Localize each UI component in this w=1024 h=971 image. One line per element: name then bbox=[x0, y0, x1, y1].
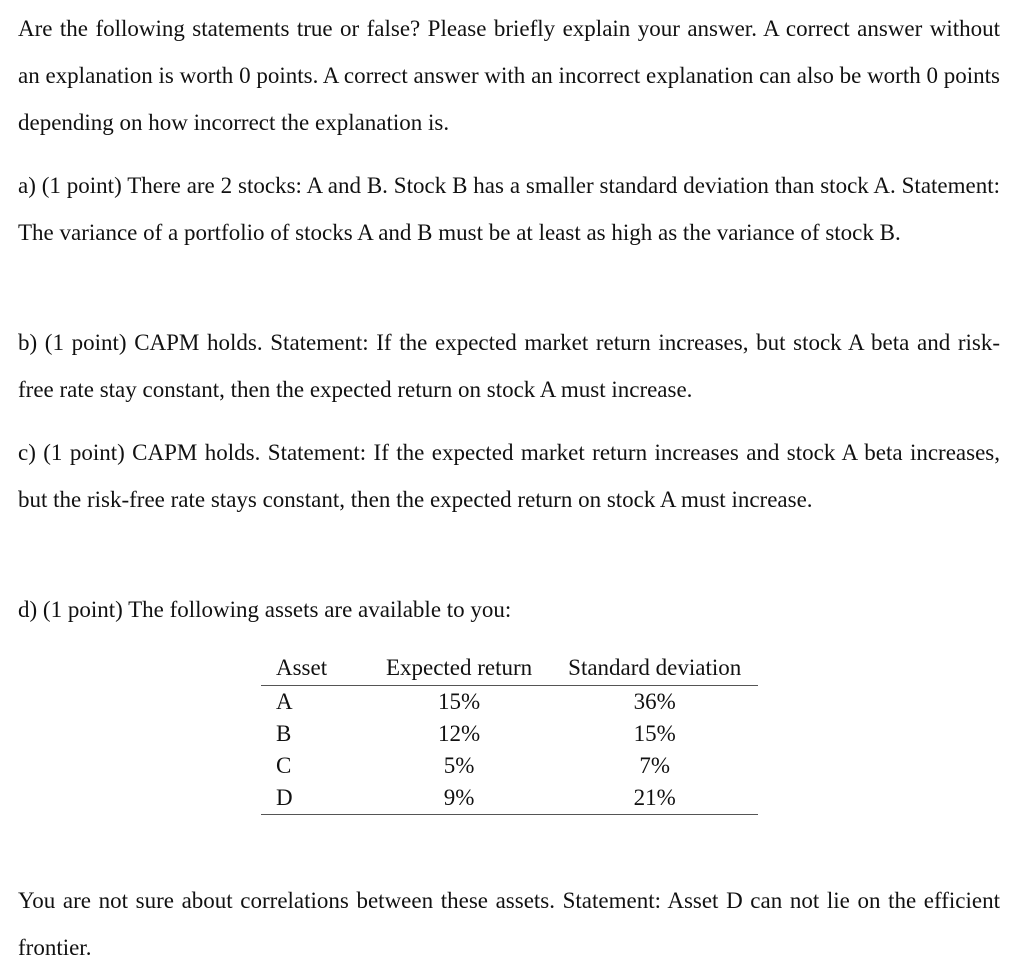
question-d: d) (1 point) The following assets are available to you: bbox=[18, 597, 512, 622]
header-asset: Asset bbox=[261, 652, 367, 686]
table-row bbox=[261, 686, 758, 719]
table-row bbox=[261, 750, 758, 782]
question-a: a) (1 point) There are 2 stocks: A and B. Stock B has a smaller standard deviation than stock A. Statement: The variance of a portfolio of stocks A and B must be at least as high as the variance of stock B. bbox=[18, 173, 1000, 245]
question-b: b) (1 point) CAPM holds. Statement: If the expected market return increases, but stock A beta and risk-free rate stay constant, then the expected return on stock A must increase. bbox=[18, 330, 1000, 402]
standard-deviation-value: 7% bbox=[639, 753, 671, 778]
asset-name: A bbox=[276, 689, 293, 714]
asset-name: B bbox=[276, 721, 292, 746]
standard-deviation-value: 36% bbox=[633, 689, 676, 714]
asset-name: C bbox=[276, 753, 292, 778]
instructions-paragraph: Are the following statements true or false? Please briefly explain your answer. A correct answer without an explanation is worth 0 points. A correct answer with an incorrect explanation can also be worth 0 points depending on how incorrect the explanation is. bbox=[18, 16, 1000, 135]
table-row bbox=[261, 718, 758, 750]
expected-return-value: 9% bbox=[367, 782, 552, 815]
expected-return-value: 15% bbox=[437, 689, 481, 714]
standard-deviation-value: 21% bbox=[551, 782, 758, 815]
table-row bbox=[261, 782, 758, 815]
header-expected-return: Expected return bbox=[367, 652, 552, 686]
assets-table-container bbox=[261, 652, 758, 815]
standard-deviation-value: 15% bbox=[633, 721, 676, 746]
header-standard-deviation: Standard deviation bbox=[551, 652, 758, 686]
asset-name: D bbox=[261, 782, 367, 815]
question-c: c) (1 point) CAPM holds. Statement: If the expected market return increases and stock A beta increases, but the risk-free rate stays constant, then the expected return on stock A must increase. bbox=[18, 440, 1000, 512]
question-d-statement: You are not sure about correlations between these assets. Statement: Asset D can not lie on the efficient frontier. bbox=[18, 888, 1000, 960]
assets-table bbox=[261, 652, 758, 815]
table-header-row bbox=[261, 652, 758, 686]
expected-return-value: 12% bbox=[437, 721, 481, 746]
expected-return-value: 5% bbox=[443, 753, 475, 778]
